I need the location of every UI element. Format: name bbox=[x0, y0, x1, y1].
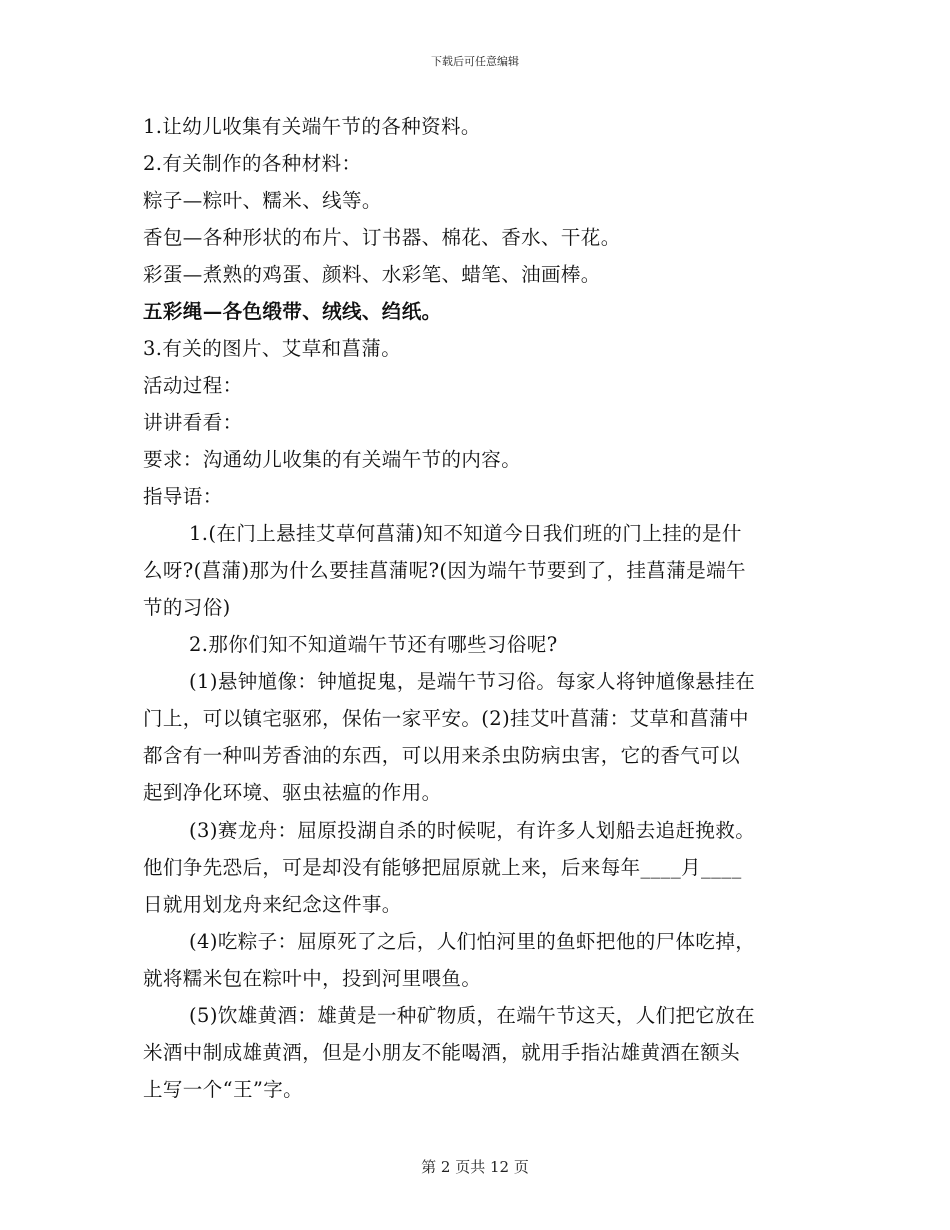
paragraph-line: 节的习俗) bbox=[143, 596, 231, 619]
paragraph-line: 上写一个“王”字。 bbox=[143, 1078, 304, 1101]
material-line: 粽子—粽叶、糯米、线等。 bbox=[143, 189, 382, 212]
paragraph-line: 就将糯米包在粽叶中，投到河里喂鱼。 bbox=[143, 967, 482, 990]
paragraph-line: 门上，可以镇宅驱邪，保佑一家平安。(2)挂艾叶菖蒲：艾草和菖蒲中 bbox=[143, 707, 749, 730]
requirement-line: 要求：沟通幼儿收集的有关端午节的内容。 bbox=[143, 448, 522, 471]
section-heading: 活动过程： bbox=[143, 374, 243, 397]
page-footer: 第 2 页共 12 页 bbox=[421, 1158, 529, 1176]
paragraph-line: 么呀?(菖蒲)那为什么要挂菖蒲呢?(因为端午节要到了，挂菖蒲是端午 bbox=[143, 559, 746, 582]
material-line: 香包—各种形状的布片、订书器、棉花、香水、干花。 bbox=[143, 226, 621, 249]
paragraph-line: 日就用划龙舟来纪念这件事。 bbox=[143, 893, 402, 916]
paragraph bbox=[143, 812, 809, 923]
paragraph-line: (3)赛龙舟：屈原投湖自杀的时候呢，有许多人划船去追赶挽救。 bbox=[189, 819, 756, 842]
paragraph bbox=[143, 923, 809, 997]
paragraph-line: 米酒中制成雄黄酒，但是小朋友不能喝酒，就用手指沾雄黄酒在额头 bbox=[143, 1041, 741, 1064]
paragraph-line: 他们争先恐后，可是却没有能够把屈原就上来，后来每年____月____ bbox=[143, 856, 742, 879]
paragraph-line: (5)饮雄黄酒：雄黄是一种矿物质，在端午节这天，人们把它放在 bbox=[189, 1004, 756, 1027]
paragraph-line: (4)吃粽子：屈原死了之后，人们怕河里的鱼虾把他的尸体吃掉， bbox=[189, 930, 756, 953]
paragraph-line: 起到净化环境、驱虫祛瘟的作用。 bbox=[143, 781, 442, 804]
paragraph-line: 都含有一种叫芳香油的东西，可以用来杀虫防病虫害，它的香气可以 bbox=[143, 744, 741, 767]
paragraph-line: 2.那你们知不知道端午节还有哪些习俗呢? bbox=[189, 633, 558, 656]
paragraph-line: 1.(在门上悬挂艾草何菖蒲)知不知道今日我们班的门上挂的是什 bbox=[189, 522, 742, 545]
page-header: 下载后可任意编辑 bbox=[431, 55, 519, 68]
list-item: 1.让幼儿收集有关端午节的各种资料。 bbox=[143, 115, 481, 138]
paragraph bbox=[143, 515, 809, 626]
material-line: 彩蛋—煮熟的鸡蛋、颜料、水彩笔、蜡笔、油画棒。 bbox=[143, 263, 601, 286]
list-item: 2.有关制作的各种材料： bbox=[143, 152, 362, 175]
paragraph bbox=[143, 663, 809, 811]
material-line: 五彩绳—各色缎带、绒线、绉纸。 bbox=[143, 300, 442, 323]
list-item: 3.有关的图片、艾草和菖蒲。 bbox=[143, 337, 402, 360]
paragraph-line: (1)悬钟馗像：钟馗捉鬼，是端午节习俗。每家人将钟馗像悬挂在 bbox=[189, 670, 756, 693]
section-heading: 指导语： bbox=[143, 485, 223, 508]
section-heading: 讲讲看看： bbox=[143, 411, 243, 434]
paragraph bbox=[143, 997, 809, 1108]
